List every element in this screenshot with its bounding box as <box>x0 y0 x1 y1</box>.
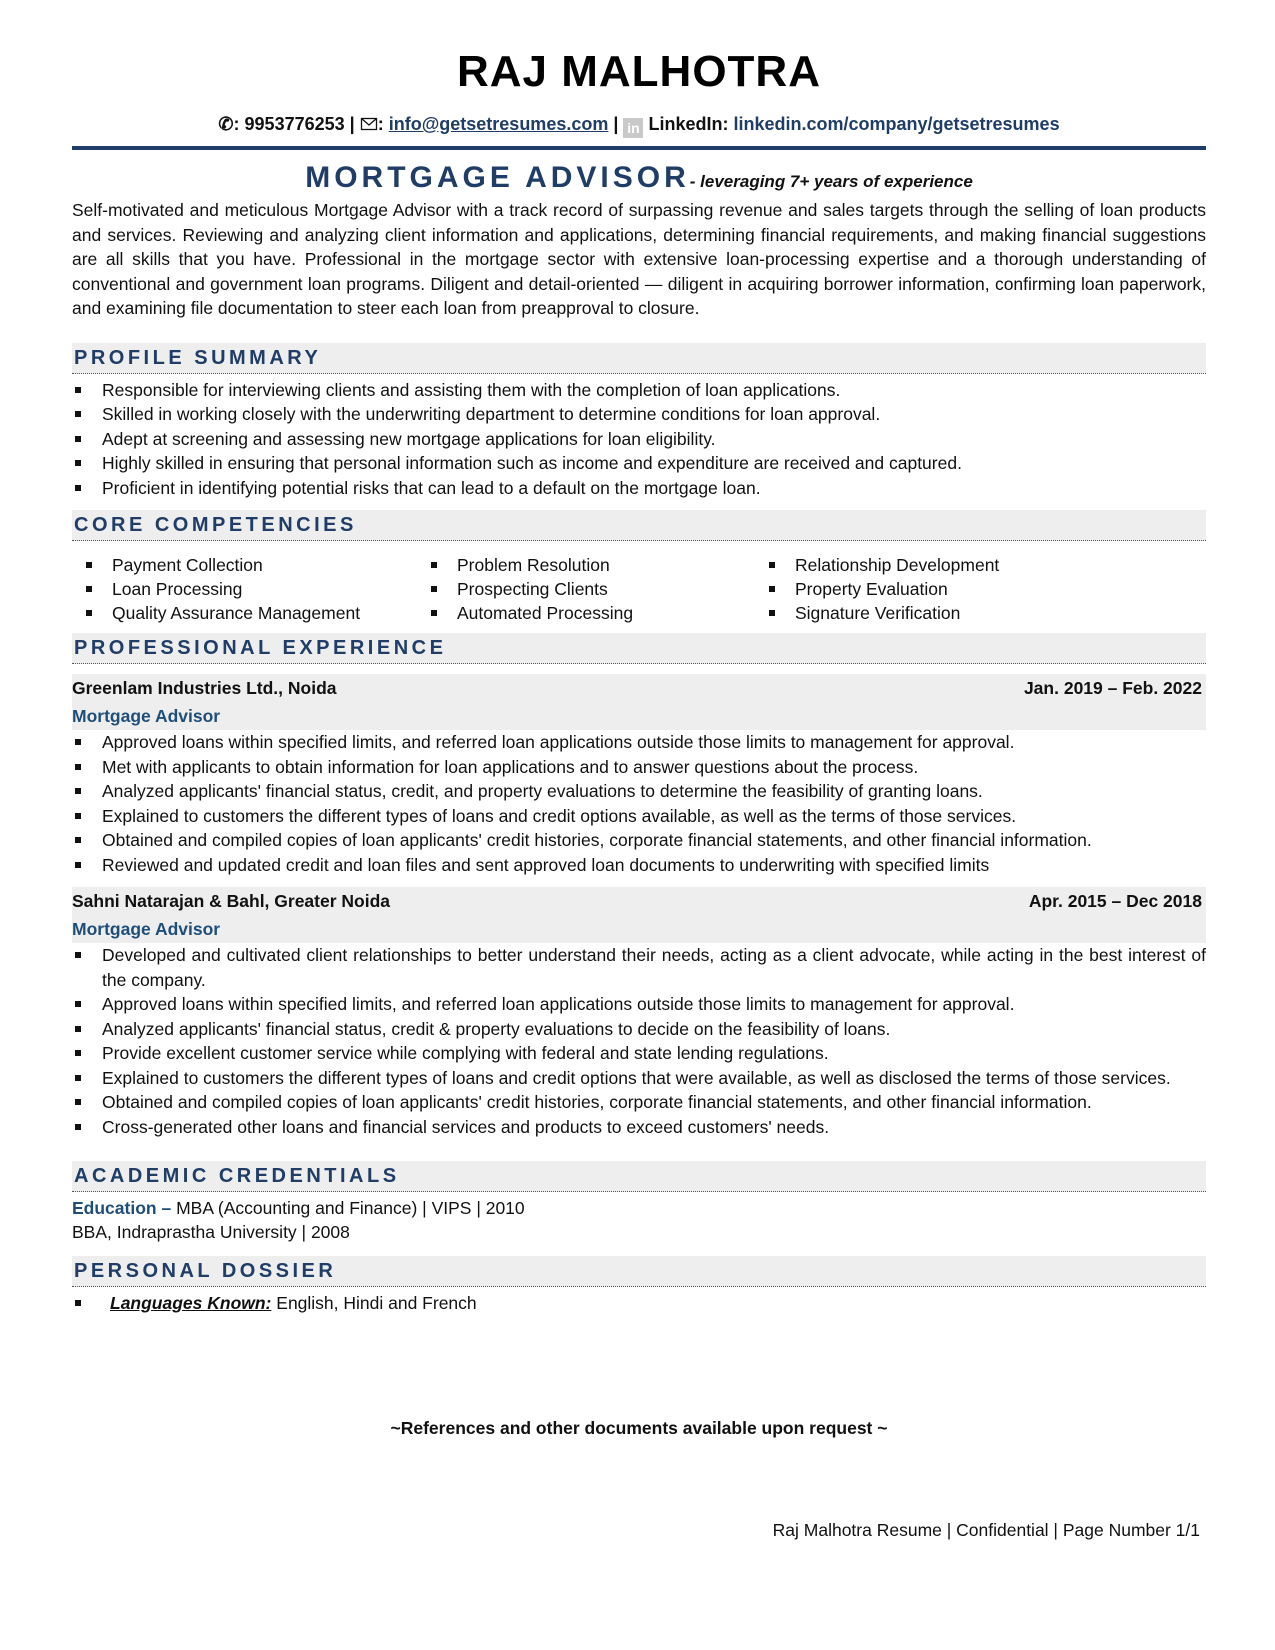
list-item: Quality Assurance Management <box>84 601 429 625</box>
phone-icon: ✆ <box>218 114 234 134</box>
list-item: Payment Collection <box>84 553 429 577</box>
list-item: Approved loans within specified limits, and referred loan applications outside those limits to management for approval. <box>72 992 1206 1017</box>
header-rule <box>72 146 1206 150</box>
page-footer: Raj Malhotra Resume | Confidential | Page Number 1/1 <box>772 1520 1200 1540</box>
list-item: Cross-generated other loans and financial services and products to exceed customers' needs. <box>72 1115 1206 1140</box>
job-role: Mortgage Advisor <box>72 706 221 726</box>
profile-summary-list <box>72 378 1206 501</box>
list-item: Explained to customers the different types of loans and credit options available, as well as the terms of those services. <box>72 804 1206 829</box>
references-note: ~References and other documents available upon request ~ <box>390 1418 888 1438</box>
list-item: Met with applicants to obtain information for loan applications and to answer questions about the process. <box>72 755 1206 780</box>
list-item: Skilled in working closely with the underwriting department to determine conditions for loan approval. <box>72 402 1206 427</box>
job-title: MORTGAGE ADVISOR <box>305 161 690 194</box>
dossier-list <box>72 1291 1206 1316</box>
job-company-row <box>72 887 1202 915</box>
section-heading: PROFESSIONAL EXPERIENCE <box>72 633 1206 664</box>
job-duties-list <box>72 730 1206 877</box>
list-item: Property Evaluation <box>767 577 999 601</box>
resume-page <box>72 0 1206 1540</box>
competencies-column <box>767 553 999 625</box>
section-heading: PROFILE SUMMARY <box>72 343 1206 374</box>
education-line: BBA, Indraprastha University | 2008 <box>72 1222 350 1242</box>
list-item: Obtained and compiled copies of loan applicants' credit histories, corporate financial statements, and other financial information. <box>72 1090 1206 1115</box>
profile-summary-section <box>72 343 1206 501</box>
competencies-column <box>84 553 429 625</box>
linkedin-label: LinkedIn: <box>648 114 729 134</box>
education-label: Education – <box>72 1198 172 1218</box>
list-item: Relationship Development <box>767 553 999 577</box>
company-name: Sahni Natarajan & Bahl, Greater Noida <box>72 891 391 911</box>
summary-paragraph: Self-motivated and meticulous Mortgage Advisor with a track record of surpassing revenue and sales targets through the selling of loan products and services. Reviewing and analyzing client information and applications, determining financial requirements, and making financial suggestions are all skills that you have. Professional in the mortgage sector with extensive loan-processing expertise and a thorough understanding of conventional and government loan programs. Diligent and detail-oriented — diligent in acquiring borrower information, confirming loan paperwork, and examining file documentation to steer each loan from preapproval to closure. <box>72 200 1206 318</box>
list-item: Responsible for interviewing clients and assisting them with the completion of loan applications. <box>72 378 1206 403</box>
list-item: Proficient in identifying potential risks that can lead to a default on the mortgage loan. <box>72 476 1206 501</box>
languages-value: English, Hindi and French <box>276 1293 477 1313</box>
list-item: Explained to customers the different types of loans and credit options that were available, as well as disclosed the terms of those services. <box>72 1066 1206 1091</box>
competencies-grid <box>72 553 1206 625</box>
core-competencies-section <box>72 510 1206 625</box>
headline <box>72 162 1206 194</box>
dossier-section <box>72 1256 1206 1316</box>
list-item: Obtained and compiled copies of loan applicants' credit histories, corporate financial statements, and other financial information. <box>72 828 1206 853</box>
list-item <box>72 1291 1206 1316</box>
company-name: Greenlam Industries Ltd., Noida <box>72 678 337 698</box>
phone-prefix: : <box>233 114 240 134</box>
list-item: Loan Processing <box>84 577 429 601</box>
section-heading: PERSONAL DOSSIER <box>72 1256 1206 1287</box>
education-line: MBA (Accounting and Finance) | VIPS | 2010 <box>176 1198 525 1218</box>
email-link[interactable]: info@getsetresumes.com <box>388 114 609 134</box>
contact-line: ✆: 9953776253 | : info@getsetresumes.com | in LinkedIn: linkedin.com/company/getsetresumes <box>218 114 1060 136</box>
candidate-name: RAJ MALHOTRA <box>457 47 821 96</box>
phone-number: 9953776253 <box>244 114 345 134</box>
job-header <box>72 674 1206 730</box>
job-dates: Apr. 2015 – Dec 2018 <box>1028 891 1202 911</box>
job-header <box>72 887 1206 943</box>
experience-section <box>72 633 1206 1139</box>
list-item: Approved loans within specified limits, and referred loan applications outside those limits to management for approval. <box>72 730 1206 755</box>
list-item: Reviewed and updated credit and loan files and sent approved loan documents to underwriting with specified limits <box>72 853 1206 878</box>
list-item: Developed and cultivated client relationships to better understand their needs, acting as a client advocate, while acting in the best interest of the company. <box>72 943 1206 992</box>
job-company-row <box>72 674 1202 702</box>
competencies-column <box>429 553 767 625</box>
job-role: Mortgage Advisor <box>72 919 221 939</box>
linkedin-link[interactable]: linkedin.com/company/getsetresumes <box>733 114 1060 134</box>
languages-label: Languages Known: <box>110 1293 272 1313</box>
list-item: Analyzed applicants' financial status, credit, and property evaluations to determine the feasibility of granting loans. <box>72 779 1206 804</box>
contact-separator: | <box>349 114 355 134</box>
list-item: Adept at screening and assessing new mortgage applications for loan eligibility. <box>72 427 1206 452</box>
education-details <box>72 1196 1206 1244</box>
section-heading: ACADEMIC CREDENTIALS <box>72 1161 1206 1192</box>
job-dates: Jan. 2019 – Feb. 2022 <box>1023 678 1202 698</box>
email-icon <box>360 115 378 133</box>
list-item: Highly skilled in ensuring that personal information such as income and expenditure are received and captured. <box>72 451 1206 476</box>
list-item: Provide excellent customer service while complying with federal and state lending regulations. <box>72 1041 1206 1066</box>
list-item: Problem Resolution <box>429 553 767 577</box>
list-item: Analyzed applicants' financial status, credit & property evaluations to decide on the feasibility of loans. <box>72 1017 1206 1042</box>
job-duties-list <box>72 943 1206 1139</box>
linkedin-icon: in <box>623 118 643 138</box>
list-item: Signature Verification <box>767 601 999 625</box>
academic-section <box>72 1161 1206 1244</box>
headline-tagline: - leveraging 7+ years of experience <box>689 172 973 191</box>
contact-separator: | <box>613 114 619 134</box>
list-item: Prospecting Clients <box>429 577 767 601</box>
list-item: Automated Processing <box>429 601 767 625</box>
section-heading: CORE COMPETENCIES <box>72 510 1206 541</box>
